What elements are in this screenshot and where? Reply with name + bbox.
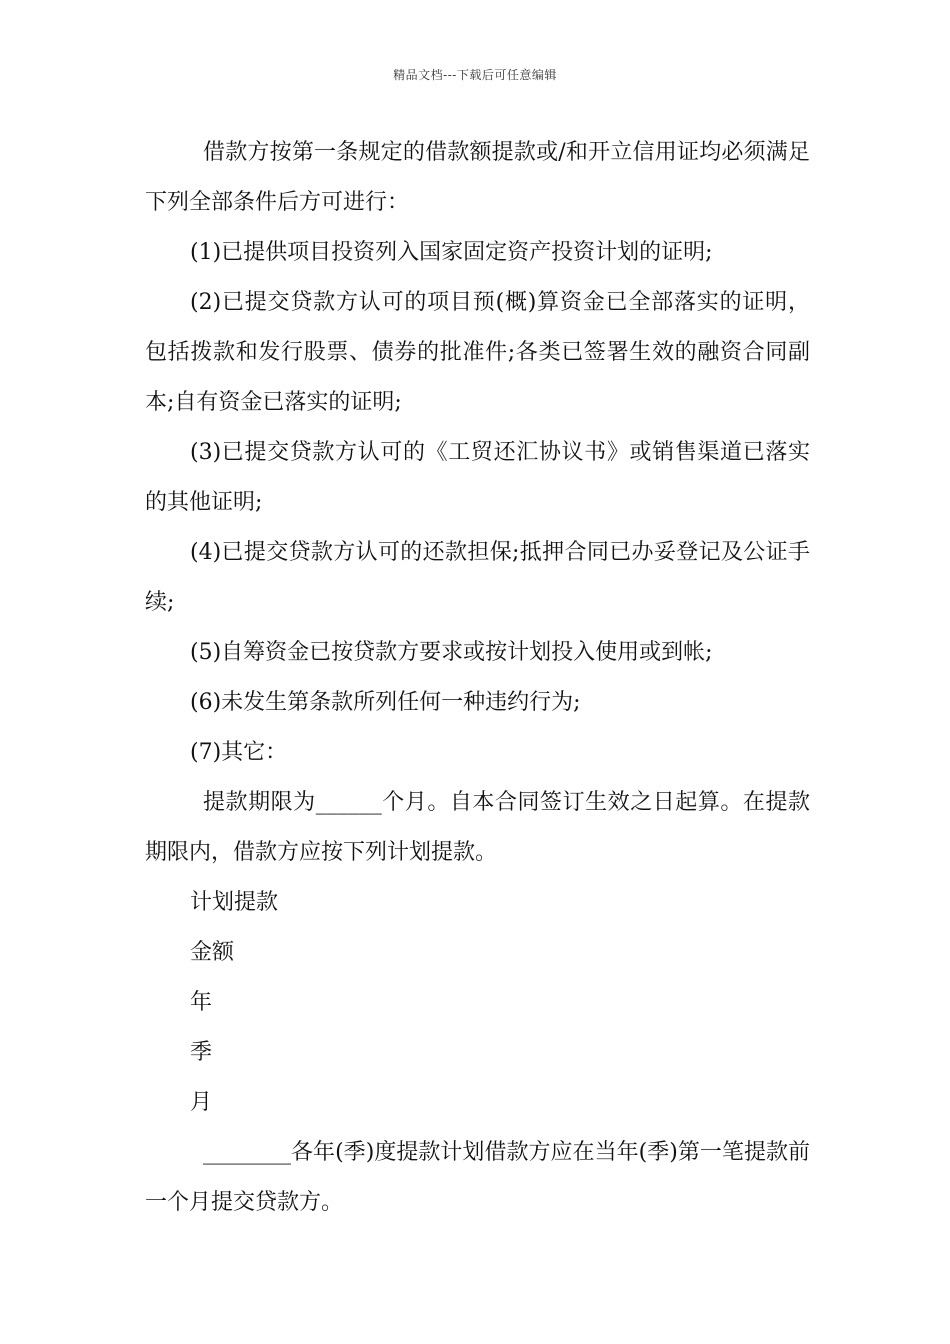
withdrawal-period-paragraph: 提款期限为______个月。自本合同签订生效之日起算。在提款期限内，借款方应按下列计划提款。: [145, 790, 810, 865]
condition-5: (5)自筹资金已按贷款方要求或按计划投入使用或到帐;: [190, 640, 713, 665]
condition-6: (6)未发生第条款所列任何一种违约行为;: [190, 690, 581, 715]
plan-submission-paragraph: ________各年(季)度提款计划借款方应在当年(季)第一笔提款前一个月提交贷款方。: [145, 1140, 810, 1215]
condition-3: (3)已提交贷款方认可的《工贸还汇协议书》或销售渠道已落实的其他证明;: [145, 440, 810, 515]
intro-paragraph: 借款方按第一条规定的借款额提款或/和开立信用证均必须满足下列全部条件后方可进行：: [145, 140, 810, 215]
condition-1: (1)已提供项目投资列入国家固定资产投资计划的证明;: [190, 240, 713, 265]
plan-label-month: 月: [190, 1090, 213, 1115]
plan-label-year: 年: [190, 990, 213, 1015]
condition-4: (4)已提交贷款方认可的还款担保;抵押合同已办妥登记及公证手续;: [145, 540, 810, 615]
plan-label-planned-withdrawal: 计划提款: [190, 890, 279, 915]
condition-7: (7)其它：: [190, 740, 288, 765]
condition-2: (2)已提交贷款方认可的项目预(概)算资金已全部落实的证明，包括拨款和发行股票、债券的批准件;各类已签署生效的融资合同副本;自有资金已落实的证明;: [145, 290, 810, 415]
page-header: 精品文档---下载后可任意编辑: [393, 68, 557, 82]
plan-label-quarter: 季: [190, 1040, 213, 1065]
document-body: [145, 128, 810, 1228]
plan-label-amount: 金额: [190, 940, 235, 965]
